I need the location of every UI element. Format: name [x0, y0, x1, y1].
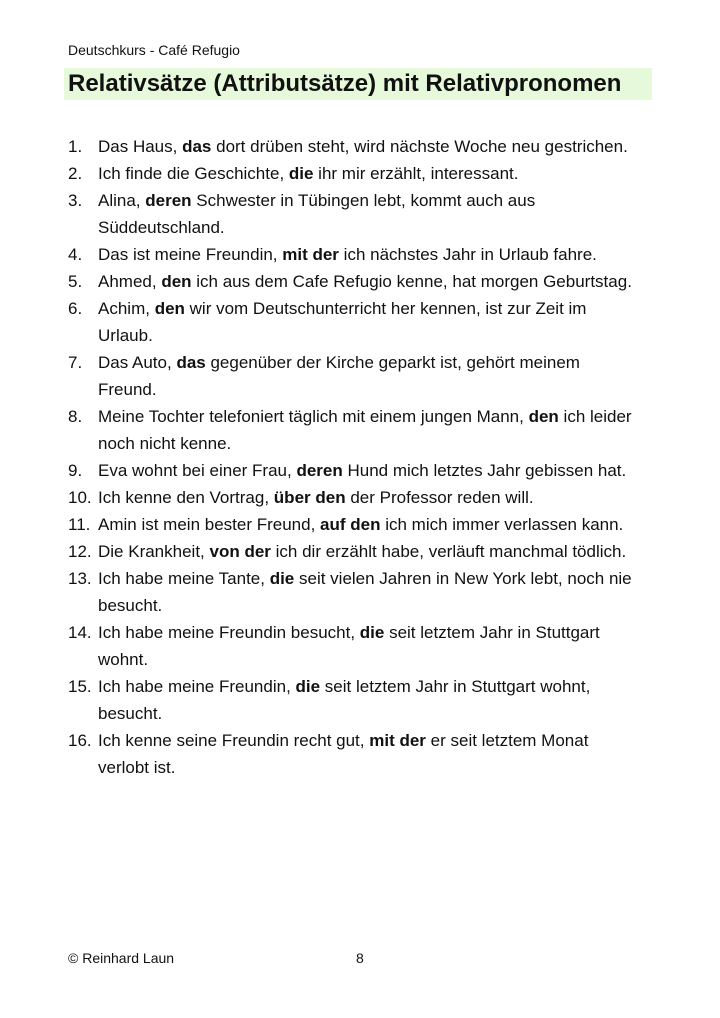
list-item	[68, 403, 643, 457]
item-number: 7.	[68, 353, 83, 372]
item-number: 14.	[68, 623, 92, 642]
item-text-post: der Professor reden will.	[345, 488, 534, 507]
item-text	[98, 565, 638, 619]
list-item	[68, 457, 643, 484]
relative-pronoun: mit der	[282, 245, 339, 264]
item-text-post: seit letztem Jahr in Stuttgart wohnt.	[98, 623, 600, 669]
relative-pronoun: auf den	[320, 515, 381, 534]
item-number: 9.	[68, 461, 83, 480]
item-number: 1.	[68, 137, 83, 156]
item-number: 10.	[68, 488, 92, 507]
list-item	[68, 349, 643, 403]
item-text	[98, 349, 638, 403]
item-text-pre: Die Krankheit,	[98, 542, 210, 561]
item-number: 16.	[68, 731, 92, 750]
relative-pronoun: den	[161, 272, 192, 291]
item-text-post: ich leider noch nicht kenne.	[98, 407, 632, 453]
item-text	[98, 187, 638, 241]
item-text-pre: Ahmed,	[98, 272, 162, 291]
item-text-post: seit letztem Jahr in Stuttgart wohnt, besucht.	[98, 677, 591, 723]
relative-pronoun: deren	[145, 191, 192, 210]
item-number: 13.	[68, 569, 92, 588]
item-number: 12.	[68, 542, 92, 561]
relative-pronoun: deren	[296, 461, 343, 480]
list-item	[68, 484, 643, 511]
item-text	[98, 295, 638, 349]
item-text-pre: Das ist meine Freundin,	[98, 245, 283, 264]
item-text	[98, 511, 638, 538]
list-item	[68, 241, 643, 268]
list-item	[68, 538, 643, 565]
item-text	[98, 484, 638, 511]
item-text-pre: Das Haus,	[98, 137, 183, 156]
item-text-post: Hund mich letztes Jahr gebissen hat.	[342, 461, 627, 480]
item-text-post: dort drüben steht, wird nächste Woche neu gestrichen.	[211, 137, 628, 156]
item-number: 8.	[68, 407, 83, 426]
item-text-post: wir vom Deutschunterricht her kennen, ist zur Zeit im Urlaub.	[98, 299, 587, 345]
list-item	[68, 268, 643, 295]
relative-pronoun: die	[295, 677, 321, 696]
item-text-post: ich aus dem Cafe Refugio kenne, hat morgen Geburtstag.	[191, 272, 632, 291]
item-text-post: seit vielen Jahren in New York lebt, noch nie besucht.	[98, 569, 632, 615]
item-number: 6.	[68, 299, 83, 318]
page-number: 8	[356, 950, 364, 966]
relative-pronoun: die	[359, 623, 385, 642]
relative-pronoun: mit der	[369, 731, 426, 750]
item-text	[98, 727, 638, 781]
item-text-post: Schwester in Tübingen lebt, kommt auch aus Süddeutschland.	[98, 191, 536, 237]
relative-pronoun: die	[269, 569, 295, 588]
item-text	[98, 241, 638, 268]
item-number: 4.	[68, 245, 83, 264]
list-item	[68, 619, 643, 673]
item-text	[98, 457, 638, 484]
list-item	[68, 160, 643, 187]
item-number: 11.	[68, 515, 91, 534]
relative-pronoun: die	[288, 164, 314, 183]
item-text-post: ich nächstes Jahr in Urlaub fahre.	[338, 245, 597, 264]
item-text-post: gegenüber der Kirche geparkt ist, gehört meinem Freund.	[98, 353, 580, 399]
item-text-post: ihr mir erzählt, interessant.	[313, 164, 519, 183]
footer-author: © Reinhard Laun	[68, 950, 175, 966]
item-text-pre: Ich finde die Geschichte,	[98, 164, 289, 183]
relative-pronoun: das	[176, 353, 206, 372]
list-item	[68, 727, 643, 781]
item-text-pre: Eva wohnt bei einer Frau,	[98, 461, 297, 480]
item-text	[98, 160, 638, 187]
relative-pronoun: das	[182, 137, 212, 156]
relative-pronoun: über den	[273, 488, 346, 507]
relative-pronoun: den	[528, 407, 559, 426]
item-text	[98, 538, 638, 565]
list-item	[68, 187, 643, 241]
item-number: 3.	[68, 191, 83, 210]
item-text-post: ich mich immer verlassen kann.	[380, 515, 624, 534]
item-text-pre: Achim,	[98, 299, 155, 318]
list-item	[68, 565, 643, 619]
item-text	[98, 673, 638, 727]
item-text-pre: Ich kenne seine Freundin recht gut,	[98, 731, 370, 750]
item-number: 2.	[68, 164, 83, 183]
item-text-pre: Meine Tochter telefoniert täglich mit einem jungen Mann,	[98, 407, 529, 426]
list-item	[68, 673, 643, 727]
sentence-list	[68, 133, 643, 781]
list-item	[68, 295, 643, 349]
item-text-pre: Ich kenne den Vortrag,	[98, 488, 274, 507]
relative-pronoun: von der	[209, 542, 271, 561]
item-number: 5.	[68, 272, 83, 291]
list-item	[68, 511, 643, 538]
relative-pronoun: den	[154, 299, 185, 318]
item-text-post: ich dir erzählt habe, verläuft manchmal tödlich.	[270, 542, 627, 561]
item-text-pre: Das Auto,	[98, 353, 177, 372]
running-header: Deutschkurs - Café Refugio	[68, 42, 240, 58]
item-text-post: er seit letztem Monat verlobt ist.	[98, 731, 589, 777]
list-item	[68, 133, 643, 160]
page-title: Relativsätze (Attributsätze) mit Relativpronomen	[64, 68, 652, 100]
item-text	[98, 619, 638, 673]
item-text	[98, 403, 638, 457]
item-text	[98, 268, 638, 295]
item-text-pre: Alina,	[98, 191, 146, 210]
item-text	[98, 133, 638, 160]
item-text-pre: Amin ist mein bester Freund,	[98, 515, 321, 534]
item-text-pre: Ich habe meine Freundin,	[98, 677, 296, 696]
item-text-pre: Ich habe meine Freundin besucht,	[98, 623, 360, 642]
item-text-pre: Ich habe meine Tante,	[98, 569, 270, 588]
item-number: 15.	[68, 677, 92, 696]
